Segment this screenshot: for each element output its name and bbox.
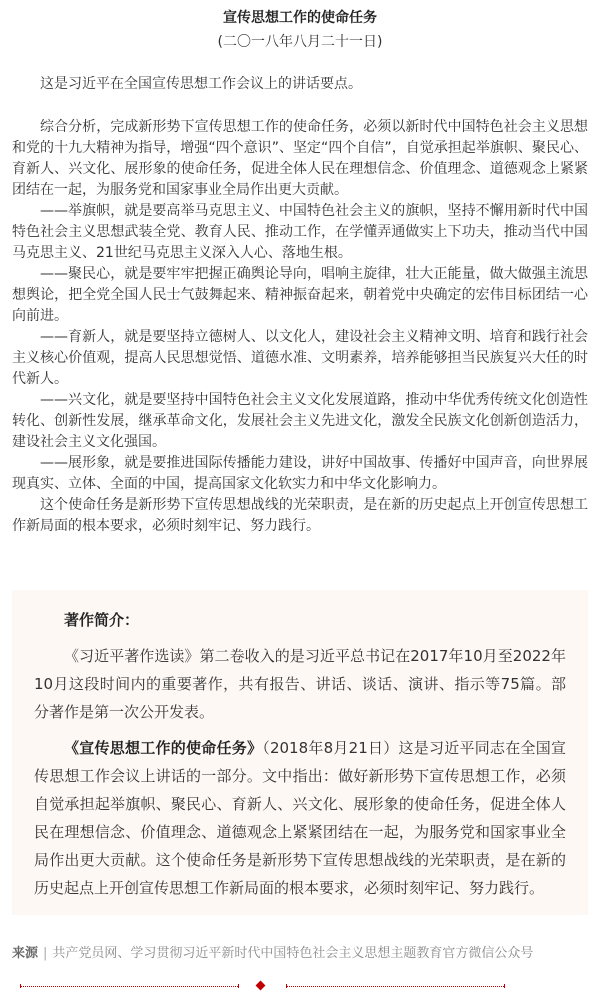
paragraph-develop-culture: ——兴文化，就是要坚持中国特色社会主义文化发展道路，推动中华优秀传统文化创造性转化、创新性发展，继承革命文化，发展社会主义先进文化，激发全民族文化创新创造活力，建设社会主义文化强国。 (12, 392, 588, 450)
source-line (12, 945, 533, 963)
source-separator: | (43, 946, 48, 961)
article-date: (二〇一八年八月二十一日) (217, 34, 383, 50)
footer-divider (20, 981, 580, 993)
diamond-icon (256, 981, 266, 991)
paragraph-summary: 综合分析，完成新形势下宣传思想工作的使命任务，必须以新时代中国特色社会主义思想和党的十九大精神为指导，增强“四个意识”、坚定“四个自信”，自觉承担起举旗帜、聚民心、育新人、兴文化、展形象的使命任务，促进全体人民在理想信念、价值理念、道德观念上紧紧团结在一起，为服务党和国家事业全局作出更大贡献。 (12, 119, 588, 198)
work-description: （2018年8月21日）这是习近平同志在全国宣传思想工作会议上讲话的一部分。文中指出：做好新形势下宣传思想工作，必须自觉承担起举旗帜、聚民心、育新人、兴文化、展形象的使命任务，促进全体人民在理想信念、价值理念、道德观念上紧紧团结在一起，为服务党和国家事业全局作出更大贡献。这个使命任务是新形势下宣传思想战线的光荣职责，是在新的历史起点上开创宣传思想工作新局面的根本要求，必须时刻牢记、努力践行。 (34, 739, 566, 897)
article-title: 宣传思想工作的使命任务 (223, 10, 377, 26)
paragraph-cultivate-people: ——育新人，就是要坚持立德树人、以文化人，建设社会主义精神文明、培育和践行社会主义核心价值观，提高人民思想觉悟、道德水准、文明素养，培养能够担当民族复兴大任的时代新人。 (12, 329, 588, 387)
work-title: 《宣传思想工作的使命任务》 (64, 739, 263, 757)
divider-line-left (20, 986, 238, 987)
box-paragraph-work (34, 734, 566, 902)
paragraph-present-image: ——展形象，就是要推进国际传播能力建设，讲好中国故事、传播好中国声音，向世界展现真实、立体、全面的中国，提高国家文化软实力和中华文化影响力。 (12, 455, 588, 492)
divider-cap-left-end (238, 984, 239, 988)
article-body (12, 117, 588, 537)
paragraph-raise-banner: ——举旗帜，就是要高举马克思主义、中国特色社会主义的旗帜，坚持不懈用新时代中国特色社会主义思想武装全党、教育人民、推动工作，在学懂弄通做实上下功夫，推动当代中国马克思主义、21世纪马克思主义深入人心、落地生根。 (12, 203, 588, 261)
paragraph-conclusion: 这个使命任务是新形势下宣传思想战线的光荣职责，是在新的历史起点上开创宣传思想工作新局面的根本要求，必须时刻牢记、努力践行。 (12, 497, 588, 534)
divider-line-right (286, 986, 504, 987)
article (0, 8, 600, 537)
box-paragraph-collection: 《习近平著作选读》第二卷收入的是习近平总书记在2017年10月至2022年10月这段时间内的重要著作，共有报告、讲话、谈话、演讲、指示等75篇。部分著作是第一次公开发表。 (34, 647, 566, 721)
box-heading: 著作简介： (64, 611, 140, 629)
source-label: 来源 (12, 946, 39, 961)
work-introduction-box (12, 590, 588, 915)
source-text: 共产党员网、学习贯彻习近平新时代中国特色社会主义思想主题教育官方微信公众号 (52, 946, 534, 961)
article-intro: 这是习近平在全国宣传思想工作会议上的讲话要点。 (40, 76, 362, 92)
divider-cap-right (504, 984, 505, 988)
paragraph-unite-hearts: ——聚民心，就是要牢牢把握正确舆论导向，唱响主旋律，壮大正能量，做大做强主流思想舆论，把全党全国人民士气鼓舞起来、精神振奋起来，朝着党中央确定的宏伟目标团结一心向前进。 (12, 266, 588, 324)
